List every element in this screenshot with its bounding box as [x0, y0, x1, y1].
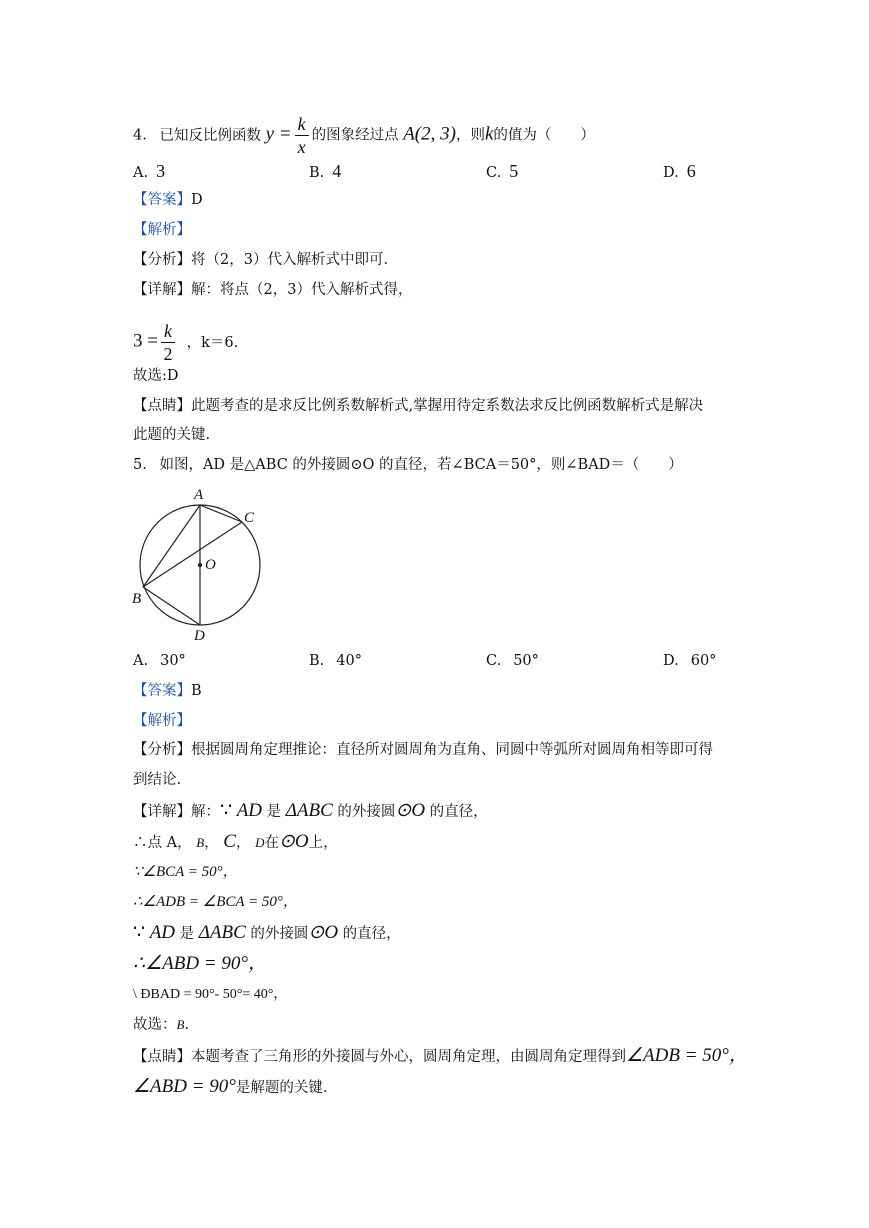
q4-xiangjie: 【详解】解：将点（2，3）代入解析式得，: [133, 282, 413, 298]
q4-var: k: [484, 123, 494, 145]
q5-option-a[interactable]: A. 30°: [133, 653, 186, 669]
chord-bd: [143, 587, 200, 625]
label-d: D: [194, 628, 205, 644]
q5-answer: 【答案】B: [133, 683, 202, 699]
q4-option-b[interactable]: B. 4: [309, 161, 342, 181]
q5-option-c[interactable]: C. 50°: [486, 653, 539, 669]
q5-step-2: ∴点 A， B， C， D在⊙O上，: [133, 831, 338, 852]
q4-equation: 3 = $\frac{k}{2}$ ，k＝6.: [133, 321, 239, 364]
q5-step-1: 【详解】解：∵ AD 是 ΔABC 的外接圆⊙O 的直径，: [133, 800, 488, 821]
q4-option-c[interactable]: C. 5: [486, 161, 519, 181]
q5-step-5: ∵ AD 是 ΔABC 的外接圆⊙O 的直径，: [133, 922, 401, 943]
q4-func-lhs: y =: [265, 123, 292, 145]
q4-stem: [133, 115, 595, 156]
q5-option-d[interactable]: D. 60°: [663, 653, 717, 669]
q4-stem-suffix: 的值为（ ）: [493, 127, 595, 144]
label-a: A: [194, 487, 204, 503]
q5-option-b[interactable]: B. 40°: [309, 653, 362, 669]
q5-dianjing-2: ∠ABD = 90°是解题的关键.: [133, 1076, 328, 1097]
chord-ac: [200, 505, 242, 522]
q5-step-4: ∴∠ADB = ∠BCA = 50°，: [133, 894, 298, 910]
q4-fraction: $\frac{k}{x}$: [295, 115, 309, 156]
q4-jiexi: 【解析】: [133, 222, 191, 238]
label-c: C: [244, 510, 255, 526]
label-o: O: [205, 557, 216, 573]
chord-ab: [143, 505, 200, 587]
circle-figure: [130, 485, 270, 645]
q4-eq-fraction: $\frac{k}{2}$: [161, 322, 175, 363]
q4-stem-mid: 的图象经过点: [311, 127, 399, 144]
q5-dianjing-1: 【点睛】本题考查了三角形的外接圆与外心，圆周角定理，由圆周角定理得到∠ADB = 50°，: [133, 1045, 748, 1066]
chord-bc: [143, 522, 242, 587]
q5-step-7: \ ÐBAD = 90°- 50°= 40°，: [133, 987, 288, 1002]
q4-stem-prefix: 已知反比例函数: [159, 127, 261, 144]
q5-step-6: ∴∠ABD = 90°，: [133, 953, 267, 974]
q4-dianjing-2: 此题的关键.: [133, 427, 211, 443]
q5-step-3: ∵∠BCA = 50°，: [133, 864, 238, 880]
q4-stem-mid2: ，则: [455, 127, 485, 144]
label-b: B: [132, 591, 142, 607]
q5-number: 5.: [133, 457, 147, 473]
q4-dianjing-1: 【点睛】此题考查的是求反比例系数解析式,掌握用待定系数法求反比例函数解析式是解决: [133, 398, 704, 414]
q5-stem: 5. 如图，AD 是△ABC 的外接圆⊙O 的直径，若∠BCA＝50°，则∠BAD＝（ ）: [133, 457, 683, 473]
q4-number: 4.: [133, 127, 147, 144]
q5-fenxi-2: 到结论.: [133, 772, 182, 788]
q5-step-8: 故选：B.: [133, 1017, 190, 1033]
q4-option-d[interactable]: D. 6: [663, 161, 696, 181]
q4-option-a[interactable]: A. 3: [133, 161, 166, 181]
q5-fenxi-1: 【分析】根据圆周角定理推论：直径所对圆周角为直角、同圆中等弧所对圆周角相等即可得: [133, 742, 713, 758]
center-point: [198, 563, 202, 567]
q4-answer: 【答案】D: [133, 192, 203, 208]
q5-jiexi: 【解析】: [133, 713, 191, 729]
q4-guxuan: 故选:D: [133, 368, 179, 384]
q4-fenxi: 【分析】将（2，3）代入解析式中即可.: [133, 252, 389, 268]
q4-point: A(2, 3): [403, 123, 456, 145]
